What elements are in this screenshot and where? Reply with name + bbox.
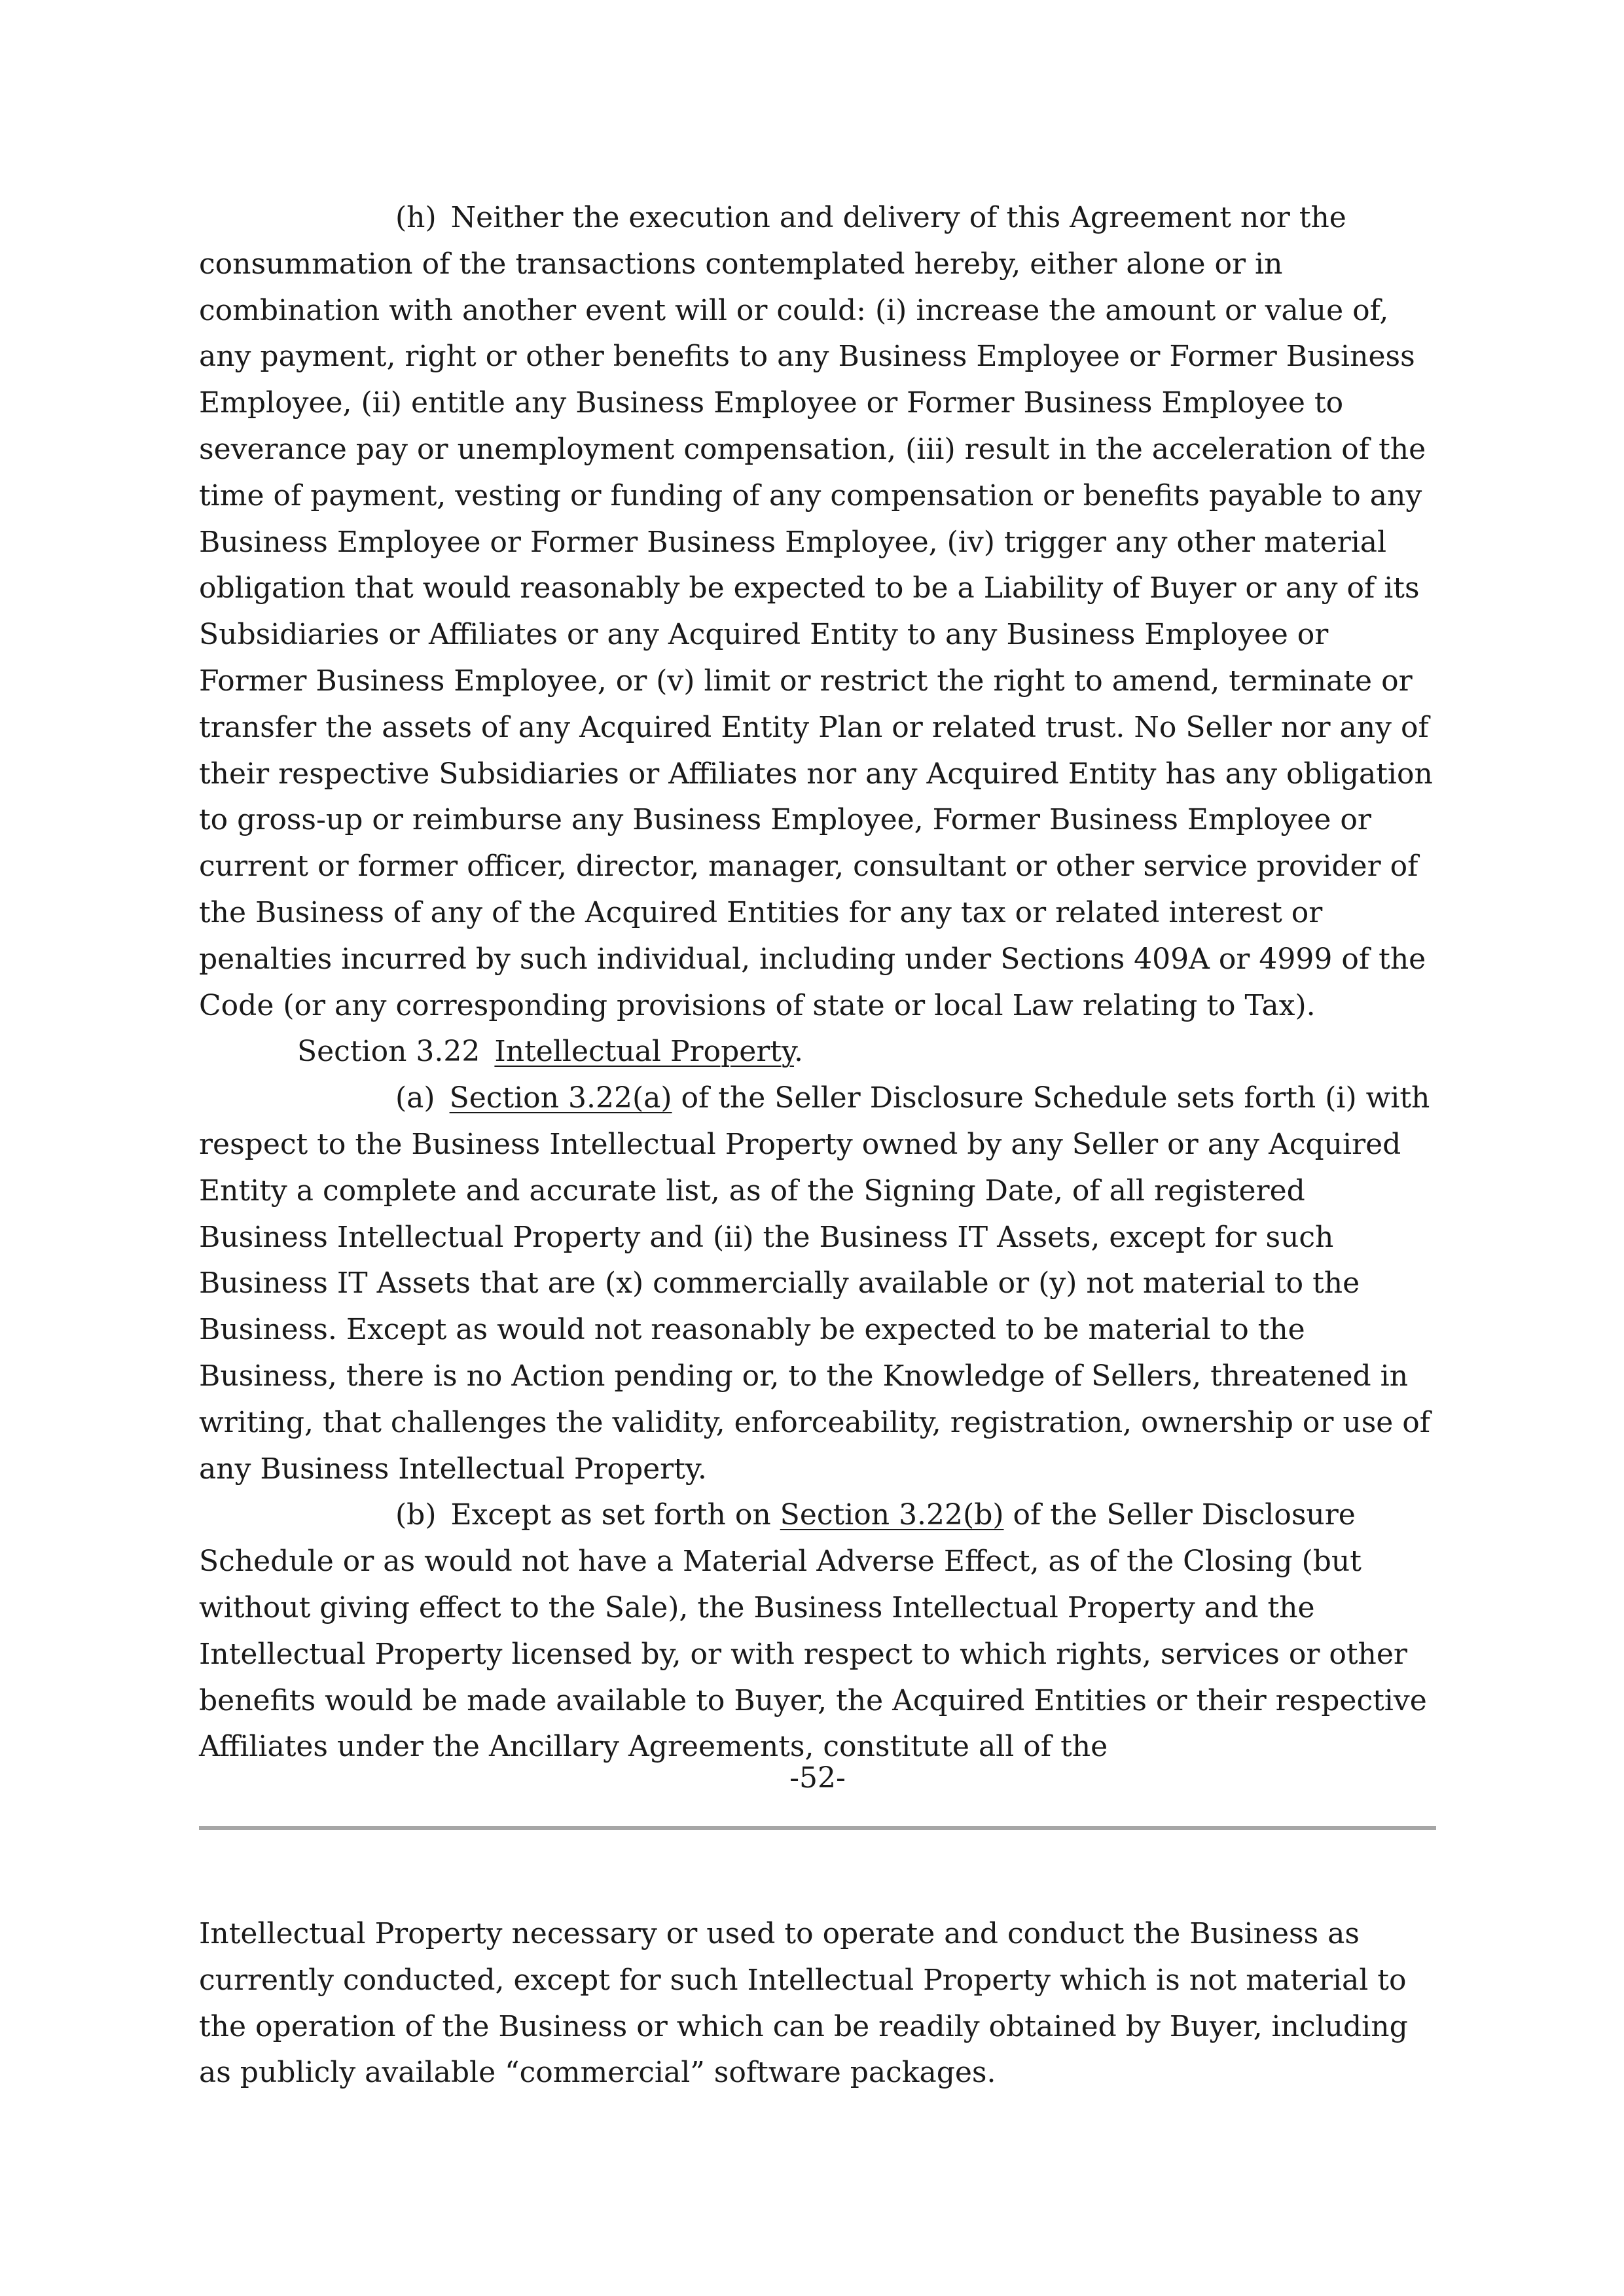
paragraph-h [199,195,1436,1029]
section-title: Intellectual Property [494,1035,795,1069]
continuation-paragraph: Intellectual Property necessary or used to operate and conduct the Business as currently conducted, except for such Intellectual Property which is not material to the operation of the Business or which can be readily obtained by Buyer, including as publicly available “commercial” software packages. [199,1917,1408,2090]
paragraph-h-text: Neither the execution and delivery of this Agreement nor the consummation of the transactions contemplated hereby, either alone or in combination with another event will or could: (i) increase the amount or value of, any payment, right or other benefits to any Business Employee or Former Business Employee, (ii) entitle any Business Employee or Former Business Employee to severance pay or unemployment compensation, (iii) result in the acceleration of the time of payment, vesting or funding of any compensation or benefits payable to any Business Employee or Former Business Employee, (iv) trigger any other material obligation that would reasonably be expected to be a Liability of Buyer or any of its Subsidiaries or Affiliates or any Acquired Entity to any Business Employee or Former Business Employee, or (v) limit or restrict the right to amend, terminate or transfer the assets of any Acquired Entity Plan or related trust. No Seller nor any of their respective Subsidiaries or Affiliates nor any Acquired Entity has any obligation to gross-up or reimburse any Business Employee, Former Business Employee or current or former officer, director, manager, consultant or other service provider of the Business of any of the Acquired Entities for any tax or related interest or penalties incurred by such individual, including under Sections 409A or 4999 of the Code (or any corresponding provisions of state or local Law relating to Tax). [199,201,1433,1022]
page-number: -52- [789,1761,846,1795]
paragraph-h-label: (h) [395,201,437,234]
paragraph-a-label: (a) [395,1081,435,1115]
paragraph-b [199,1492,1436,1770]
paragraph-a-text: of the Seller Disclosure Schedule sets forth (i) with respect to the Business Intellectual Property owned by any Seller or any Acquired Entity a complete and accurate list, as of the Signing Date, of all registered Business Intellectual Property and (ii) the Business IT Assets, except for such Business IT Assets that are (x) commercially available or (y) not material to the Business. Except as would not reasonably be expected to be material to the Business, there is no Action pending or, to the Knowledge of Sellers, threatened in writing, that challenges the validity, enforceability, registration, ownership or use of any Business Intellectual Property. [199,1081,1431,1486]
section-title-suffix: . [794,1035,804,1069]
page-divider [199,1826,1436,1830]
section-reference-link[interactable]: Section 3.22(a) [449,1081,672,1115]
paragraph-a [199,1075,1436,1492]
section-reference-link[interactable]: Section 3.22(b) [780,1498,1004,1532]
section-number: Section 3.22 [297,1035,480,1069]
paragraph-b-label: (b) [395,1498,437,1532]
section-heading [199,1029,1436,1075]
paragraph-b-text-after: of the Seller Disclosure Schedule or as would not have a Material Adverse Effect, as of the Closing (but without giving effect to the Sale), the Business Intellectual Property and the Intellectual Property licensed by, or with respect to which rights, services or other benefits would be made available to Buyer, the Acquired Entities or their respective Affiliates under the Ancillary Agreements, constitute all of the [199,1498,1427,1764]
paragraph-b-text-before: Except as set forth on [450,1498,780,1532]
next-page-body [199,1911,1436,2096]
page-body [199,195,1436,1770]
